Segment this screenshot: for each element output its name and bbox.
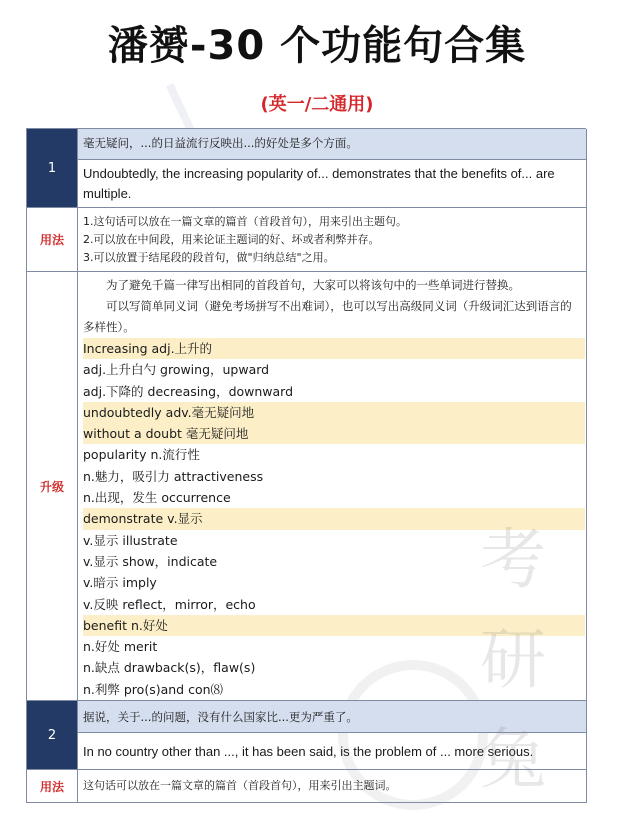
vocab-item: adj.上升白勺 growing，upward <box>83 362 270 378</box>
page-title: 潘赟-30 个功能句合集 <box>107 23 527 69</box>
watermark-char: 考 <box>480 521 546 598</box>
sentence-chinese: 毫无疑问，...的日益流行反映出...的好处是多个方面。 <box>78 129 587 160</box>
watermark-char: 研 <box>480 621 546 698</box>
usage-line: 这句话可以放在一篇文章的篇首（首段首句），用来引出主题词。 <box>83 779 397 792</box>
usage-line: 3.可以放置于结尾段的段首句，做"归纳总结"之用。 <box>83 251 335 264</box>
entry-1-usage-row <box>27 208 586 272</box>
vocab-item: n.利弊 pro(s)and con⑻ <box>83 681 224 697</box>
vocab-item: Increasing adj.上升的 <box>83 338 585 359</box>
entry-number: 1 <box>27 129 78 208</box>
usage-label: 用法 <box>27 208 78 272</box>
vocab-item: v.暗示 imply <box>83 575 157 591</box>
vocab-item: undoubtedly adv.毫无疑问地 <box>83 402 585 423</box>
entry-2-sentence-row <box>27 701 586 770</box>
page-subtitle: (英一/二通用) <box>260 94 374 115</box>
entry-2-usage-row <box>27 770 586 803</box>
usage-notes <box>78 208 587 272</box>
vocab-item: n.魅力，吸引力 attractiveness <box>83 468 264 484</box>
vocab-list <box>83 338 581 700</box>
vocab-item: v.显示 illustrate <box>83 532 178 548</box>
sentence-english: In no country other than ..., it has been said, is the problem of ... more serious. <box>78 733 587 770</box>
vocab-item: v.反映 reflect，mirror，echo <box>83 596 256 612</box>
upgrade-label: 升级 <box>27 272 78 701</box>
upgrade-intro: 为了避免千篇一律写出相同的首段首句，大家可以将该句中的一些单词进行替换。 <box>106 278 520 292</box>
vocab-item: adj.下降的 decreasing，downward <box>83 383 294 399</box>
vocab-item: n.出现，发生 occurrence <box>83 490 231 506</box>
entry-number: 2 <box>27 701 78 770</box>
vocab-item: without a doubt 毫无疑问地 <box>83 423 585 444</box>
usage-label: 用法 <box>27 770 78 803</box>
upgrade-intro: 可以写简单同义词（避免考场拼写不出难词），也可以写出高级同义词（升级词汇达到语言的多样性）。 <box>83 299 572 334</box>
vocab-item: popularity n.流行性 <box>83 447 200 463</box>
vocab-item: demonstrate v.显示 <box>83 508 585 529</box>
entry-1-upgrade-row <box>27 272 586 701</box>
vocab-item: benefit n.好处 <box>83 615 585 636</box>
phrase-table <box>26 128 586 803</box>
usage-notes <box>78 770 587 803</box>
vocab-item: v.显示 show，indicate <box>83 553 218 569</box>
vocab-item: n.好处 merit <box>83 639 158 655</box>
sentence-english: Undoubtedly, the increasing popularity of... demonstrates that the benefits of... are multiple. <box>78 160 587 208</box>
sentence-chinese: 据说，关于...的问题，没有什么国家比...更为严重了。 <box>78 701 587 733</box>
entry-1-sentence-row <box>27 129 586 208</box>
vocab-item: n.缺点 drawback(s)，flaw(s) <box>83 660 256 676</box>
usage-line: 2.可以放在中间段，用来论证主题词的好、坏或者利弊并存。 <box>83 233 380 246</box>
usage-line: 1.这句话可以放在一篇文章的篇首（首段首句），用来引出主题句。 <box>83 215 407 228</box>
watermark-char: 兔 <box>480 721 546 798</box>
upgrade-content <box>78 272 587 701</box>
